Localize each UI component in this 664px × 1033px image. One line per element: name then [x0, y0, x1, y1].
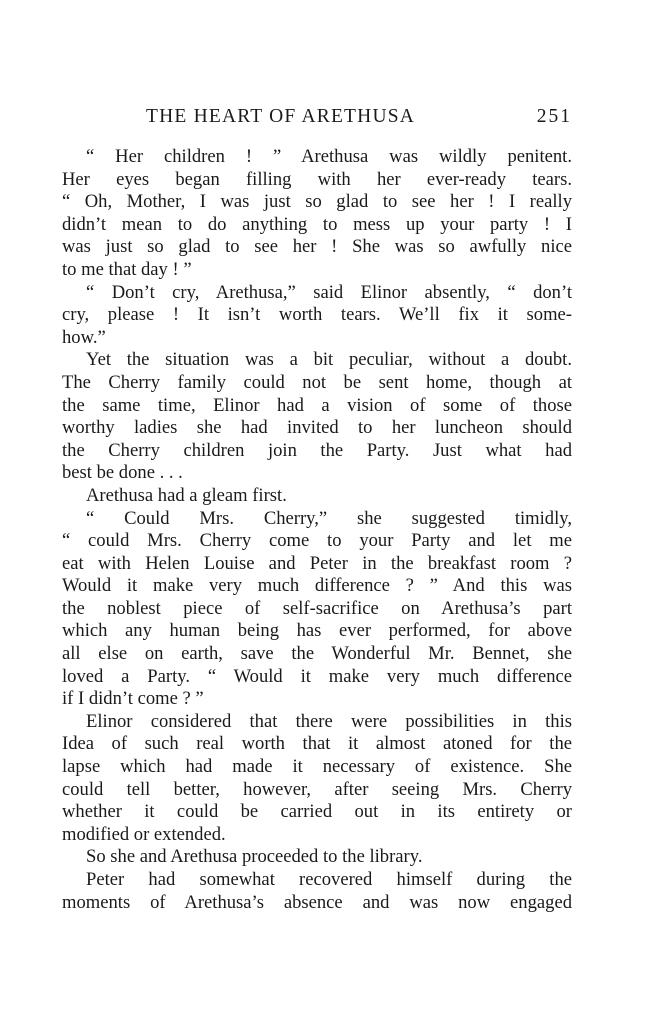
text-line: “ Could Mrs. Cherry,” she suggested timidly,	[86, 507, 572, 529]
text-line: “ Oh, Mother, I was just so glad to see her ! I really	[62, 191, 572, 213]
text-line: moments of Arethusa’s absence and was now engaged	[62, 891, 572, 913]
text-line: how.”	[62, 326, 106, 348]
running-title: THE HEART OF ARETHUSA	[146, 106, 416, 127]
text-line: worthy ladies she had invited to her luncheon should	[62, 417, 572, 439]
text-line: could tell better, however, after seeing Mrs. Cherry	[62, 778, 572, 800]
text-line: was just so glad to see her ! She was so awfully nice	[62, 236, 572, 258]
text-line: modified or extended.	[62, 823, 226, 845]
text-line: “ Her children ! ” Arethusa was wildly penitent.	[86, 146, 572, 167]
text-line: didn’t mean to do anything to mess up your party ! I	[62, 213, 572, 235]
text-line: The Cherry family could not be sent home, though at	[62, 371, 572, 393]
text-line: the noblest piece of self-sacrifice on Arethusa’s part	[62, 597, 572, 619]
text-line: lapse which had made it necessary of existence. She	[62, 756, 572, 778]
text-line: eat with Helen Louise and Peter in the breakfast room ?	[62, 552, 572, 574]
text-line: if I didn’t come ? ”	[62, 688, 204, 710]
text-line: So she and Arethusa proceeded to the library.	[86, 846, 423, 868]
text-line: whether it could be carried out in its entirety or	[62, 801, 572, 823]
text-line: “ Don’t cry, Arethusa,” said Elinor absently, “ don’t	[86, 281, 572, 303]
page-number: 251	[536, 106, 572, 127]
text-line: the Cherry children join the Party. Just what had	[62, 439, 572, 461]
text-line: Would it make very much difference ? ” And this was	[62, 575, 572, 597]
text-line: “ could Mrs. Cherry come to your Party and let me	[62, 530, 572, 552]
text-line: which any human being has ever performed, for above	[62, 620, 572, 642]
body-text	[62, 146, 572, 914]
text-line: Yet the situation was a bit peculiar, without a doubt.	[86, 349, 572, 371]
text-line: best be done . . .	[62, 462, 183, 484]
page-header	[62, 106, 572, 136]
text-line: to me that day ! ”	[62, 258, 192, 280]
text-line: loved a Party. “ Would it make very much difference	[62, 665, 572, 687]
text-line: Arethusa had a gleam first.	[86, 484, 287, 506]
text-line: the same time, Elinor had a vision of some of those	[62, 394, 572, 416]
text-line: cry, please ! It isn’t worth tears. We’ll fix it some-	[62, 304, 572, 326]
text-line: Peter had somewhat recovered himself during the	[86, 869, 572, 890]
text-line: Idea of such real worth that it almost atoned for the	[62, 733, 572, 755]
text-line: Her eyes began filling with her ever-ready tears.	[62, 168, 572, 190]
text-line: all else on earth, save the Wonderful Mr. Bennet, she	[62, 643, 572, 665]
text-line: Elinor considered that there were possibilities in this	[86, 710, 572, 732]
